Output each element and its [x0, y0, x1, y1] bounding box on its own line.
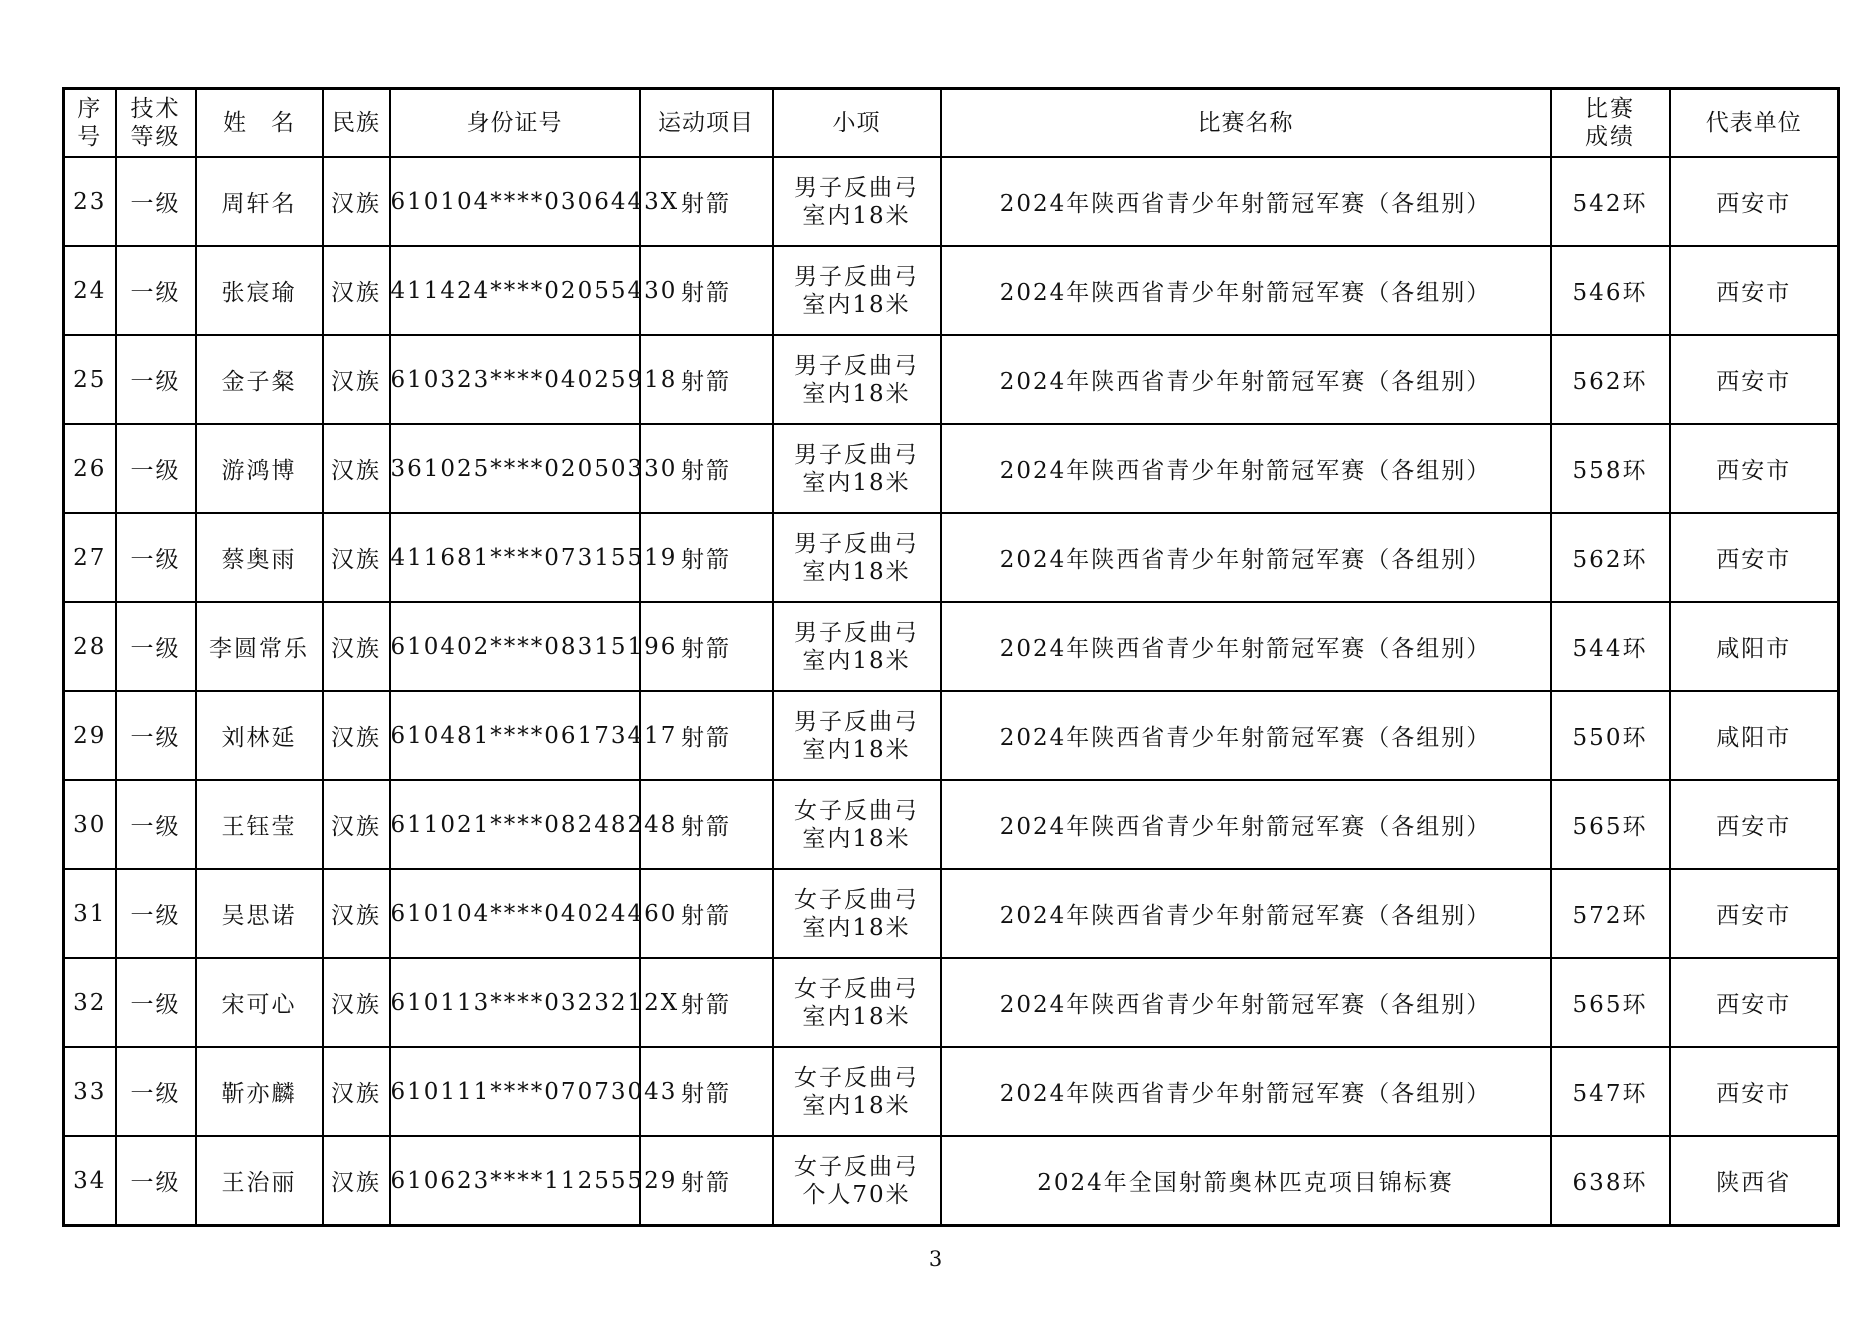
cell-unit: 西安市: [1670, 958, 1839, 1047]
cell-sport: 射箭: [640, 424, 773, 513]
cell-level: 一级: [116, 780, 196, 869]
table-row: [64, 1047, 1839, 1136]
cell-name: 张宸瑜: [196, 246, 323, 335]
cell-ethnicity: 汉族: [323, 157, 390, 246]
cell-name: 王钰莹: [196, 780, 323, 869]
cell-competition: 2024年陕西省青少年射箭冠军赛（各组别）: [941, 157, 1551, 246]
cell-name: 刘林延: [196, 691, 323, 780]
cell-sport: 射箭: [640, 513, 773, 602]
cell-seq: 34: [64, 1136, 116, 1226]
cell-seq: 30: [64, 780, 116, 869]
cell-competition: 2024年陕西省青少年射箭冠军赛（各组别）: [941, 246, 1551, 335]
cell-result: 558环: [1551, 424, 1670, 513]
cell-id-number: 610323****04025918: [390, 335, 640, 424]
table-row: [64, 157, 1839, 246]
cell-event: [773, 513, 941, 602]
cell-unit: 西安市: [1670, 335, 1839, 424]
cell-seq: 32: [64, 958, 116, 1047]
cell-result: 550环: [1551, 691, 1670, 780]
event-line-1: 男子反曲弓: [794, 174, 919, 201]
cell-sport: 射箭: [640, 157, 773, 246]
cell-event: [773, 602, 941, 691]
cell-id-number: 610623****11255529: [390, 1136, 640, 1226]
cell-event: [773, 424, 941, 513]
cell-seq: 31: [64, 869, 116, 958]
cell-name: 蔡奥雨: [196, 513, 323, 602]
cell-unit: 西安市: [1670, 513, 1839, 602]
cell-ethnicity: 汉族: [323, 602, 390, 691]
cell-competition: 2024年陕西省青少年射箭冠军赛（各组别）: [941, 335, 1551, 424]
table-row: [64, 602, 1839, 691]
event-line-1: 女子反曲弓: [794, 1064, 919, 1091]
cell-level: 一级: [116, 513, 196, 602]
cell-name: 金子粲: [196, 335, 323, 424]
header-level: 技术等级: [116, 89, 196, 158]
cell-competition: 2024年陕西省青少年射箭冠军赛（各组别）: [941, 958, 1551, 1047]
cell-ethnicity: 汉族: [323, 869, 390, 958]
cell-event: [773, 335, 941, 424]
event-line-2: 室内18米: [802, 1003, 911, 1030]
cell-event: [773, 691, 941, 780]
cell-level: 一级: [116, 1047, 196, 1136]
cell-seq: 23: [64, 157, 116, 246]
cell-name: 吴思诺: [196, 869, 323, 958]
cell-result: 638环: [1551, 1136, 1670, 1226]
event-line-2: 室内18米: [802, 1092, 911, 1119]
cell-id-number: 610104****0306443X: [390, 157, 640, 246]
event-line-2: 室内18米: [802, 558, 911, 585]
cell-unit: 陕西省: [1670, 1136, 1839, 1226]
cell-event: [773, 1136, 941, 1226]
cell-result: 546环: [1551, 246, 1670, 335]
cell-id-number: 610111****07073043: [390, 1047, 640, 1136]
cell-name: 李圆常乐: [196, 602, 323, 691]
cell-sport: 射箭: [640, 1136, 773, 1226]
cell-event: [773, 958, 941, 1047]
cell-level: 一级: [116, 958, 196, 1047]
cell-result: 565环: [1551, 958, 1670, 1047]
cell-ethnicity: 汉族: [323, 335, 390, 424]
cell-unit: 西安市: [1670, 869, 1839, 958]
cell-unit: 西安市: [1670, 780, 1839, 869]
header-ethnicity: 民族: [323, 89, 390, 158]
cell-sport: 射箭: [640, 246, 773, 335]
cell-result: 547环: [1551, 1047, 1670, 1136]
event-line-2: 室内18米: [802, 469, 911, 496]
cell-result: 572环: [1551, 869, 1670, 958]
cell-competition: 2024年陕西省青少年射箭冠军赛（各组别）: [941, 1047, 1551, 1136]
table-row: [64, 335, 1839, 424]
header-result: 比赛成绩: [1551, 89, 1670, 158]
event-line-2: 室内18米: [802, 647, 911, 674]
cell-competition: 2024年陕西省青少年射箭冠军赛（各组别）: [941, 869, 1551, 958]
cell-seq: 25: [64, 335, 116, 424]
cell-ethnicity: 汉族: [323, 958, 390, 1047]
cell-level: 一级: [116, 602, 196, 691]
table-row: [64, 958, 1839, 1047]
cell-seq: 28: [64, 602, 116, 691]
event-line-2: 室内18米: [802, 291, 911, 318]
event-line-2: 室内18米: [802, 914, 911, 941]
event-line-2: 室内18米: [802, 380, 911, 407]
cell-id-number: 361025****02050330: [390, 424, 640, 513]
athlete-table: [62, 87, 1840, 1227]
event-line-1: 男子反曲弓: [794, 263, 919, 290]
cell-sport: 射箭: [640, 335, 773, 424]
cell-competition: 2024年陕西省青少年射箭冠军赛（各组别）: [941, 780, 1551, 869]
cell-name: 王治丽: [196, 1136, 323, 1226]
cell-ethnicity: 汉族: [323, 513, 390, 602]
cell-sport: 射箭: [640, 869, 773, 958]
cell-event: [773, 157, 941, 246]
event-line-1: 女子反曲弓: [794, 797, 919, 824]
cell-seq: 27: [64, 513, 116, 602]
cell-id-number: 610113****0323212X: [390, 958, 640, 1047]
cell-level: 一级: [116, 335, 196, 424]
table-row: [64, 691, 1839, 780]
cell-ethnicity: 汉族: [323, 780, 390, 869]
cell-name: 周轩名: [196, 157, 323, 246]
cell-level: 一级: [116, 157, 196, 246]
page-number: 3: [928, 1247, 943, 1271]
cell-id-number: 411681****07315519: [390, 513, 640, 602]
cell-sport: 射箭: [640, 958, 773, 1047]
event-line-1: 男子反曲弓: [794, 352, 919, 379]
cell-seq: 24: [64, 246, 116, 335]
cell-event: [773, 246, 941, 335]
event-line-1: 男子反曲弓: [794, 530, 919, 557]
header-id-number: 身份证号: [390, 89, 640, 158]
event-line-1: 女子反曲弓: [794, 886, 919, 913]
cell-ethnicity: 汉族: [323, 1047, 390, 1136]
header-sport: 运动项目: [640, 89, 773, 158]
cell-result: 544环: [1551, 602, 1670, 691]
cell-unit: 咸阳市: [1670, 602, 1839, 691]
table-row: [64, 246, 1839, 335]
event-line-2: 个人70米: [802, 1181, 911, 1208]
cell-ethnicity: 汉族: [323, 424, 390, 513]
cell-ethnicity: 汉族: [323, 691, 390, 780]
event-line-1: 男子反曲弓: [794, 619, 919, 646]
table-body: [64, 157, 1839, 1226]
cell-seq: 29: [64, 691, 116, 780]
cell-competition: 2024年陕西省青少年射箭冠军赛（各组别）: [941, 424, 1551, 513]
cell-result: 542环: [1551, 157, 1670, 246]
cell-competition: 2024年陕西省青少年射箭冠军赛（各组别）: [941, 691, 1551, 780]
header-name: 姓 名: [196, 89, 323, 158]
header-competition: 比赛名称: [941, 89, 1551, 158]
cell-id-number: 611021****08248248: [390, 780, 640, 869]
table-header-row: [64, 89, 1839, 158]
cell-level: 一级: [116, 424, 196, 513]
cell-unit: 西安市: [1670, 424, 1839, 513]
cell-sport: 射箭: [640, 1047, 773, 1136]
event-line-2: 室内18米: [802, 202, 911, 229]
event-line-1: 男子反曲弓: [794, 708, 919, 735]
cell-id-number: 411424****02055430: [390, 246, 640, 335]
cell-result: 565环: [1551, 780, 1670, 869]
header-seq: 序号: [64, 89, 116, 158]
cell-result: 562环: [1551, 513, 1670, 602]
header-event: 小项: [773, 89, 941, 158]
event-line-2: 室内18米: [802, 825, 911, 852]
table-row: [64, 424, 1839, 513]
cell-event: [773, 780, 941, 869]
event-line-1: 男子反曲弓: [794, 441, 919, 468]
table-row: [64, 780, 1839, 869]
cell-unit: 西安市: [1670, 246, 1839, 335]
cell-competition: 2024年全国射箭奥林匹克项目锦标赛: [941, 1136, 1551, 1226]
cell-unit: 咸阳市: [1670, 691, 1839, 780]
header-unit: 代表单位: [1670, 89, 1839, 158]
cell-id-number: 610104****04024460: [390, 869, 640, 958]
event-line-1: 女子反曲弓: [794, 975, 919, 1002]
cell-level: 一级: [116, 691, 196, 780]
cell-sport: 射箭: [640, 691, 773, 780]
cell-ethnicity: 汉族: [323, 1136, 390, 1226]
cell-level: 一级: [116, 1136, 196, 1226]
cell-name: 游鸿博: [196, 424, 323, 513]
cell-event: [773, 869, 941, 958]
cell-event: [773, 1047, 941, 1136]
cell-name: 靳亦麟: [196, 1047, 323, 1136]
cell-sport: 射箭: [640, 602, 773, 691]
table-row: [64, 869, 1839, 958]
cell-result: 562环: [1551, 335, 1670, 424]
cell-seq: 26: [64, 424, 116, 513]
cell-id-number: 610402****08315196: [390, 602, 640, 691]
cell-competition: 2024年陕西省青少年射箭冠军赛（各组别）: [941, 602, 1551, 691]
cell-level: 一级: [116, 869, 196, 958]
cell-competition: 2024年陕西省青少年射箭冠军赛（各组别）: [941, 513, 1551, 602]
cell-name: 宋可心: [196, 958, 323, 1047]
cell-ethnicity: 汉族: [323, 246, 390, 335]
cell-unit: 西安市: [1670, 157, 1839, 246]
table-row: [64, 513, 1839, 602]
cell-level: 一级: [116, 246, 196, 335]
cell-seq: 33: [64, 1047, 116, 1136]
cell-id-number: 610481****06173417: [390, 691, 640, 780]
table-row: [64, 1136, 1839, 1226]
cell-unit: 西安市: [1670, 1047, 1839, 1136]
cell-sport: 射箭: [640, 780, 773, 869]
event-line-2: 室内18米: [802, 736, 911, 763]
event-line-1: 女子反曲弓: [794, 1153, 919, 1180]
